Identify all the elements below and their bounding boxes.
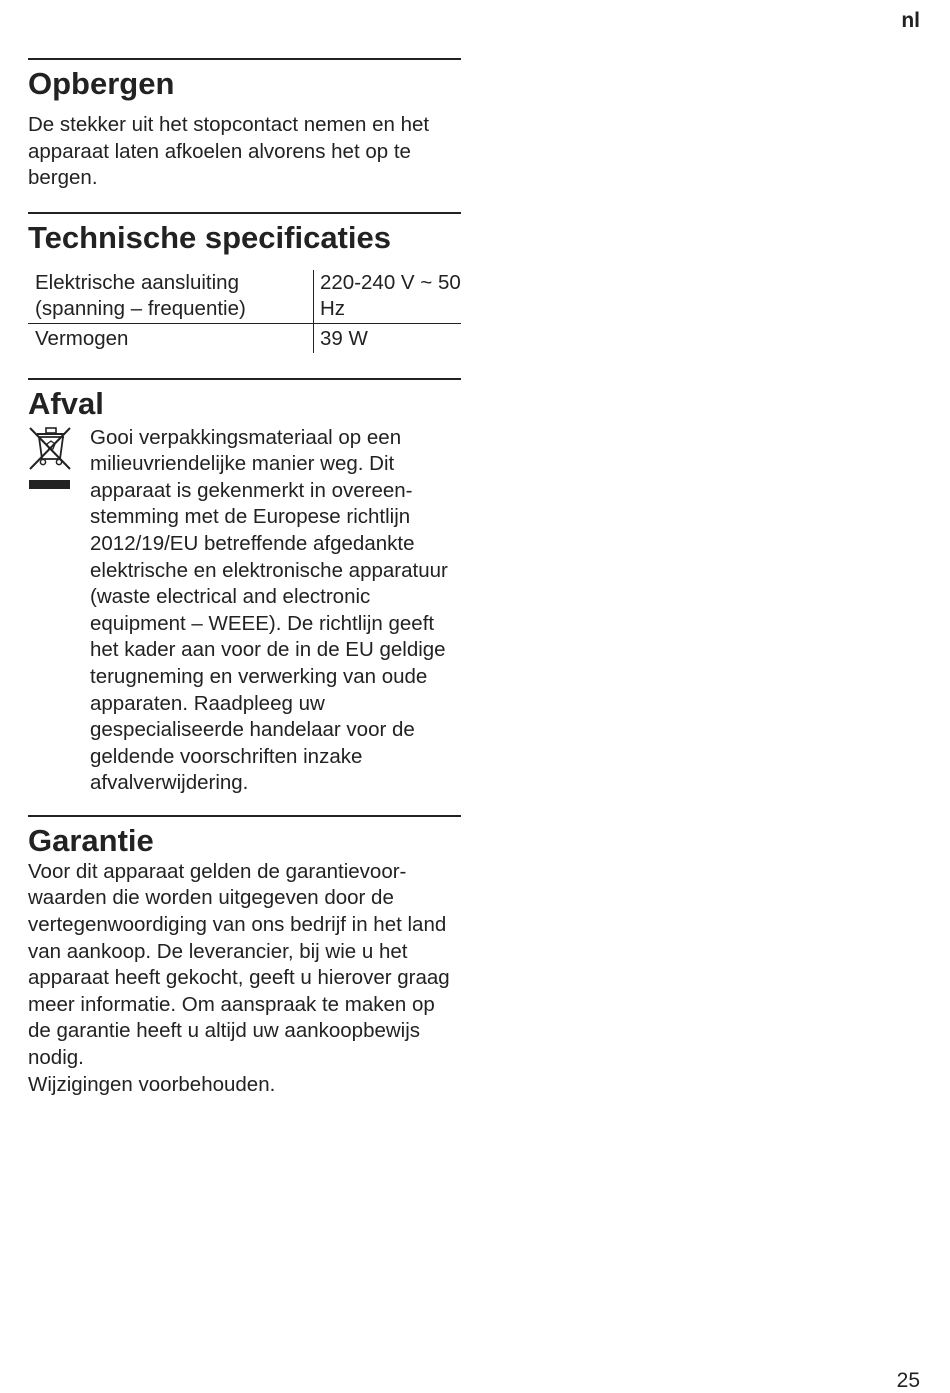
language-tag: nl (901, 9, 920, 32)
spec-value: 220-240 V ~ 50 Hz (314, 270, 462, 324)
section-title-afval: Afval (28, 385, 104, 421)
changes-note: Wijzigingen voorbehouden. (28, 1072, 276, 1096)
page-number: 25 (896, 1369, 920, 1392)
afval-content (28, 425, 461, 797)
section-afval (28, 378, 461, 797)
spec-row (28, 270, 461, 324)
section-garantie (28, 815, 461, 1098)
weee-crossed-bin-icon (28, 425, 72, 495)
spec-table (28, 270, 461, 353)
garantie-text: Voor dit apparaat gelden de garantievoor-waarden die worden uitgegeven door de vertegenwoordiging van ons bedrijf in het land van aankoop. De leverancier, bij wie u het apparaat heeft gekocht, geeft u hierover graag meer informatie. Om aanspraak te maken op de garantie heeft u altijd uw aankoopbewijs nodig. (28, 859, 450, 1070)
spec-value: 39 W (320, 326, 368, 350)
section-technische-specificaties (28, 212, 461, 353)
opbergen-text: De stekker uit het stopcontact nemen en het apparaat laten afkoelen alvorens het op te bergen. (28, 113, 430, 190)
spec-label: Vermogen (28, 323, 314, 352)
content-column (28, 58, 461, 1098)
afval-text: Gooi verpakkingsmateriaal op een milieuvriendelijke manier weg. Dit apparaat is gekenmerkt in overeenstemming met de Europese richtlijn 2012/19/EU betreffende afgedankte elektrische en elektronische apparatuur (waste electrical and electronic equipment – WEEE). De richtlijn geeft het kader aan voor de in de EU geldige terugneming en verwerking van oude apparaten. Raadpleeg uw gespecialiseerde handelaar voor de geldende voorschriften inzake afvalverwijdering. (90, 425, 448, 795)
section-title-technische-specificaties: Technische specificaties (28, 219, 391, 255)
section-opbergen (28, 58, 461, 192)
spec-row (28, 323, 461, 352)
spec-label: Elektrische aansluiting (spanning – frequentie) (28, 270, 314, 324)
section-title-garantie: Garantie (28, 822, 154, 858)
section-title-opbergen: Opbergen (28, 66, 175, 101)
